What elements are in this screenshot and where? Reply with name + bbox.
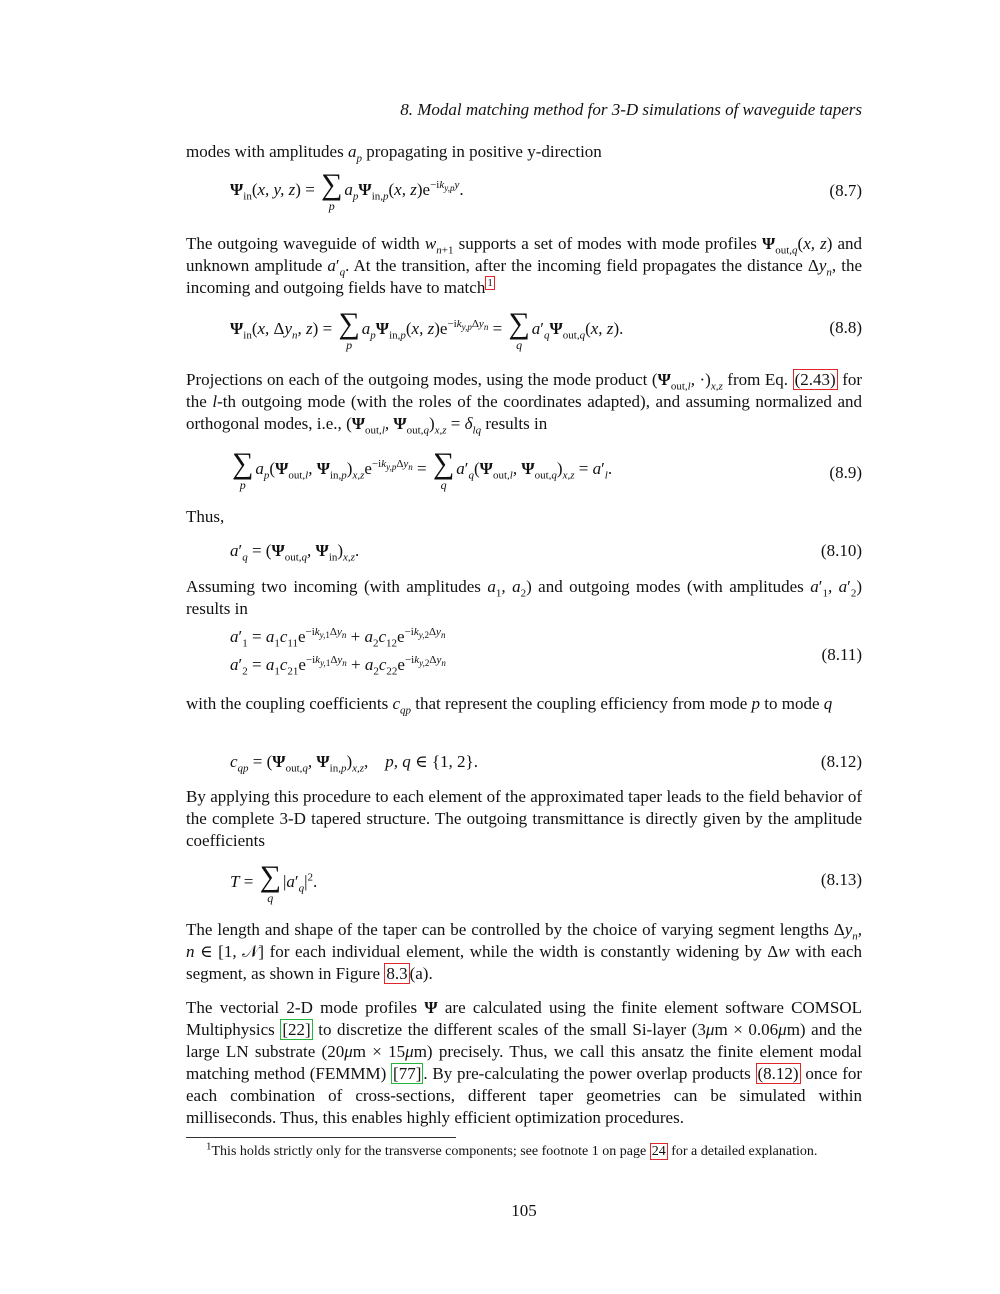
eq-number: (8.9) (829, 463, 862, 482)
footnote: $^1$This holds strictly only for the transverse components; see footnote 1 on page 24 for a detailed explanation. (206, 1140, 818, 1159)
paragraph-comsol: The vectorial 2-D mode profiles Ψ are calculated using the finite element software COMSOL Multiphysics [22] to discretize the different scales of the small Si-layer (3μm × 0.06μm) and the large LN substrate (20μm × 15μm) precisely. Thus, we call this ansatz the finite element modal matching method (FEMMM) [77] . By pre-calculating the power overlap products (8.12) once for each combination of cross-sections, different taper geometries can be simulated within milliseconds. Thus, this enables highly efficient optimization procedures. (186, 998, 863, 1127)
paragraph-thus: Thus, (186, 507, 225, 526)
figure-link[interactable]: 8.3 (386, 964, 408, 983)
equation-8-7: $\Psi_{in}(x$, y, z) = ∑ p $a_p\Psi_{in,p}(x$, $z)e^{-ik_{y,p}y}$. (230, 168, 464, 213)
eq-number: (8.7) (829, 181, 862, 200)
paragraph-procedure: By applying this procedure to each element of the approximated taper leads to the field behavior of the complete 3-D tapered structure. The outgoing transmittance is directly given by the amplitude coefficients (186, 787, 862, 850)
paragraph-projections: Projections on each of the outgoing modes, using the mode product ($\Psi_{out,l}$, $\cdot)_{x,z}$ from Eq. (2.43) for the l-th outgoing mode (with the roles of the coordinates adapted), and assuming normalized and orthogonal modes, i.e., ($\Psi_{out,l}$, $\Psi_{out,q})_{x,z} = \delta_{lq}$ results in (186, 370, 863, 437)
footnote-link[interactable]: 1 (487, 277, 493, 290)
paragraph-intro: modes with amplitudes $a_p$ propagating in positive y-direction (186, 142, 602, 165)
paragraph-outgoing: The outgoing waveguide of width $w_{n+1}$ supports a set of modes with mode profiles $\Psi_{out,q}(x$, z) and unknown amplitude $a'_q$. At the transition, after the incoming field propagates the distance $\Delta y_n$, the incoming and outgoing fields have to match $^1$ (186, 234, 863, 297)
equation-8-9: ∑ p $a_p(\Psi_{out,l}$, $\Psi_{in,p})_{x,z}e^{-ik_{y,p}\Delta y_n}$ = ∑ q $a'_q(\Psi_{out,l}$, $\Psi_{out,q})_{x,z} = a'_l$. (232, 447, 613, 492)
equation-8-10: $a'_q = (\Psi_{out,q}$, $\Psi_{in})_{x,z}$. (230, 541, 360, 564)
equation-8-12: $c_{qp} = (\Psi_{out,q}$, $\Psi_{in,p})_{x,z}$, p, q ∈ {1, 2}. (230, 752, 478, 775)
eq-number: (8.8) (829, 318, 862, 337)
page-link[interactable]: 24 (651, 1144, 666, 1159)
equation-8-11-line1: $a'_1 = a_1c_{11}e^{-ik_{y,1}\Delta y_n} + a_2c_{12}e^{-ik_{y,2}\Delta y_n}$ (230, 626, 446, 650)
footnote-rule (186, 1137, 456, 1138)
equation-8-11-line2: $a'_2 = a_1c_{21}e^{-ik_{y,1}\Delta y_n} + a_2c_{22}e^{-ik_{y,2}\Delta y_n}$ (230, 654, 446, 678)
paragraph-taper-length: The length and shape of the taper can be controlled by the choice of varying segment lengths $\Delta y_n$, n ∈ [1, 𝒩] for each individual element, while the width is constantly widening by Δw with each segment, as shown in Figure 8.3 (a). (186, 920, 862, 983)
equation-link[interactable]: (8.12) (757, 1064, 799, 1083)
page-number: 105 (511, 1201, 537, 1220)
equation-link[interactable]: (2.43) (794, 370, 836, 389)
paragraph-coupling: with the coupling coefficients $c_{qp}$ that represent the coupling efficiency from mode p to mode q (186, 694, 833, 717)
eq-number: (8.11) (821, 645, 862, 664)
paragraph-two-modes: Assuming two incoming (with amplitudes $a_1$, $a_2$) and outgoing modes (with amplitudes $a'_1$, $a'_2$) results in (186, 577, 863, 618)
eq-number: (8.10) (820, 541, 862, 560)
eq-number: (8.13) (820, 870, 862, 889)
running-header: 8. Modal matching method for 3-D simulations of waveguide tapers (400, 100, 862, 119)
citation-link[interactable]: [22] (282, 1020, 311, 1039)
eq-number: (8.12) (820, 752, 862, 771)
equation-8-8: $\Psi_{in}(x$, $\Delta y_n$, z) = ∑ p $a_p\Psi_{in,p}(x$, $z)e^{-ik_{y,p}\Delta y_n}$ = ∑ q $a'_q\Psi_{out,q}(x$, z). (230, 307, 624, 352)
citation-link[interactable]: [77] (393, 1064, 422, 1083)
equation-8-13: T = ∑ q $|a'_q|^2$. (230, 860, 318, 905)
